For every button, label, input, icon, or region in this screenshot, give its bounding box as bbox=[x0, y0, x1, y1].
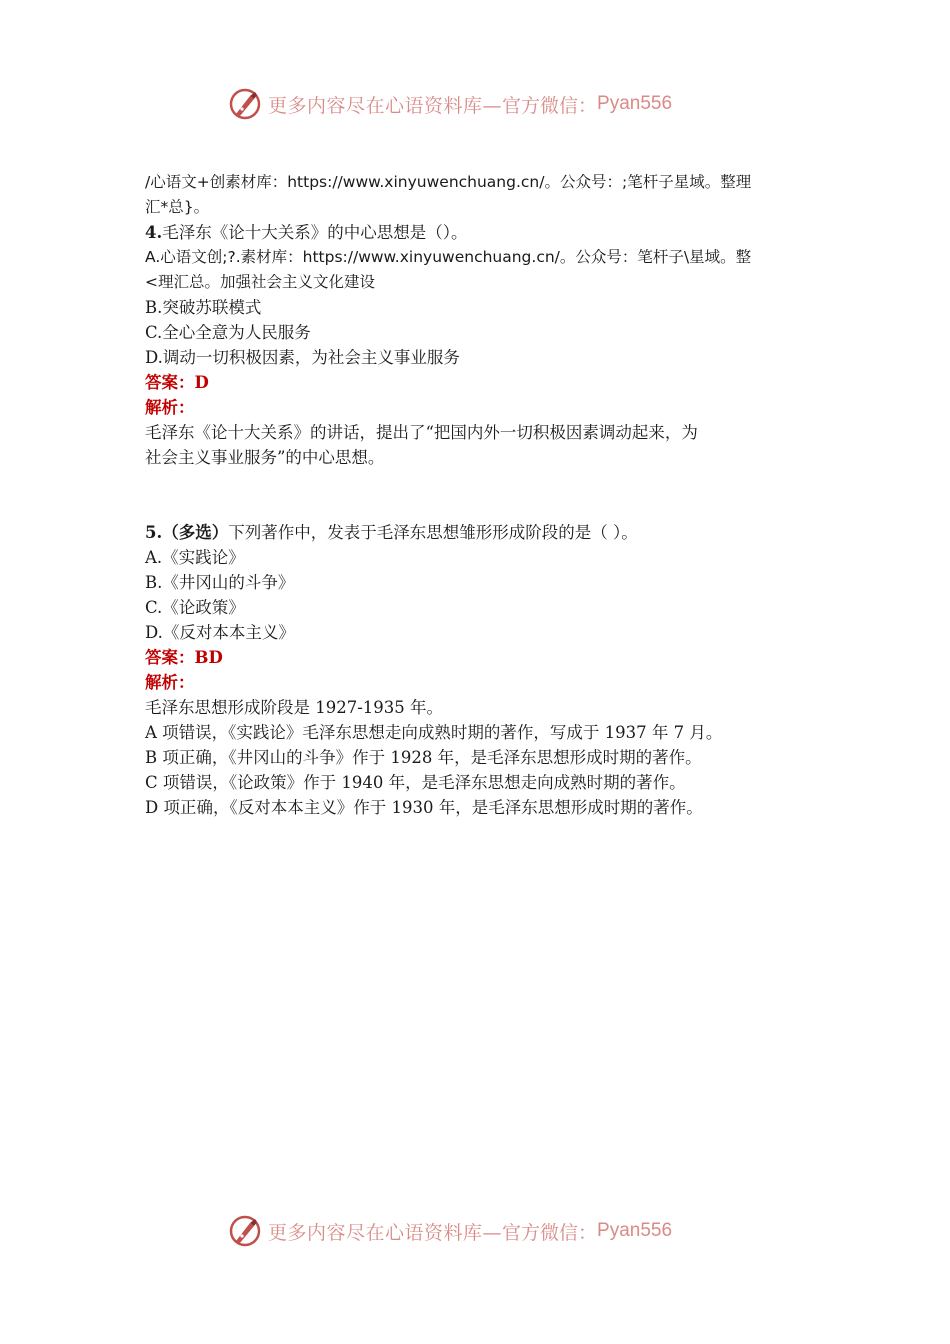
banner-wechat-id: Pyan556 bbox=[597, 1220, 673, 1241]
question-4-option-d: D.调动一切积极因素，为社会主义事业服务 bbox=[145, 348, 460, 367]
question-5-analysis-a: A 项错误，《实践论》毛泽东思想走向成熟时期的著作，写成于 1937 年 7 月。 bbox=[145, 723, 723, 742]
question-4-number: 4. bbox=[145, 223, 163, 242]
question-5-type-tag: （多选） bbox=[162, 523, 229, 542]
question-5-option-c: C.《论政策》 bbox=[145, 598, 245, 617]
question-5-option-b: B.《井冈山的斗争》 bbox=[145, 573, 295, 592]
question-4-option-b: B.突破苏联模式 bbox=[145, 298, 262, 317]
question-5-analysis-intro: 毛泽东思想形成阶段是 1927-1935 年。 bbox=[145, 698, 444, 717]
section-spacer bbox=[145, 470, 810, 520]
question-5-stem bbox=[145, 520, 810, 545]
question-4-text: 毛泽东《论十大关系》的中心思想是（）。 bbox=[162, 223, 468, 242]
pen-nib-logo-icon bbox=[228, 87, 262, 121]
intro-line-1: /心语文+创素材库：https://www.xinyuwenchuang.cn/。公众号：;笔杆子星域。整理 bbox=[145, 173, 752, 191]
intro-line-2: 汇*总}。 bbox=[145, 198, 210, 216]
question-5-number: 5. bbox=[145, 523, 163, 542]
question-5-analysis-d: D 项正确，《反对本本主义》作于 1930 年，是毛泽东思想形成时期的著作。 bbox=[145, 798, 703, 817]
question-4-answer: 答案：D bbox=[145, 373, 209, 392]
banner-text: 更多内容尽在心语资料库— bbox=[268, 1221, 503, 1244]
question-4-analysis-label: 解析： bbox=[145, 398, 195, 417]
question-4-option-a-line-1: A.心语文创;?.素材库：https://www.xinyuwenchuang.cn/。公众号：笔杆子\星域。整 bbox=[145, 248, 752, 266]
banner-wechat-label: 官方微信： bbox=[502, 94, 598, 117]
question-5-analysis-c: C 项错误，《论政策》作于 1940 年，是毛泽东思想走向成熟时期的著作。 bbox=[145, 773, 686, 792]
banner-wechat-label: 官方微信： bbox=[502, 1221, 598, 1244]
question-5-analysis-b: B 项正确，《井冈山的斗争》作于 1928 年，是毛泽东思想形成时期的著作。 bbox=[145, 748, 702, 767]
question-5-option-a: A.《实践论》 bbox=[145, 548, 245, 567]
question-5-answer: 答案：BD bbox=[145, 648, 223, 667]
banner-wechat-id: Pyan556 bbox=[597, 93, 673, 114]
question-4-option-c: C.全心全意为人民服务 bbox=[145, 323, 311, 342]
document-body bbox=[145, 170, 810, 820]
footer-watermark-banner bbox=[228, 1211, 728, 1251]
question-4-option-a-line-2: <理汇总。加强社会主义文化建设 bbox=[145, 273, 375, 291]
banner-text: 更多内容尽在心语资料库— bbox=[268, 94, 503, 117]
question-5-option-d: D.《反对本本主义》 bbox=[145, 623, 295, 642]
question-4-analysis-line-1: 毛泽东《论十大关系》的讲话，提出了“把国内外一切积极因素调动起来，为 bbox=[145, 423, 698, 442]
question-4-analysis-line-2: 社会主义事业服务”的中心思想。 bbox=[145, 448, 385, 467]
pen-nib-logo-icon bbox=[228, 1214, 262, 1248]
question-4-stem bbox=[145, 220, 810, 245]
question-5-text: 下列著作中，发表于毛泽东思想雏形形成阶段的是（ ）。 bbox=[228, 523, 638, 542]
header-watermark-banner bbox=[228, 84, 728, 124]
question-5-analysis-label: 解析： bbox=[145, 673, 195, 692]
